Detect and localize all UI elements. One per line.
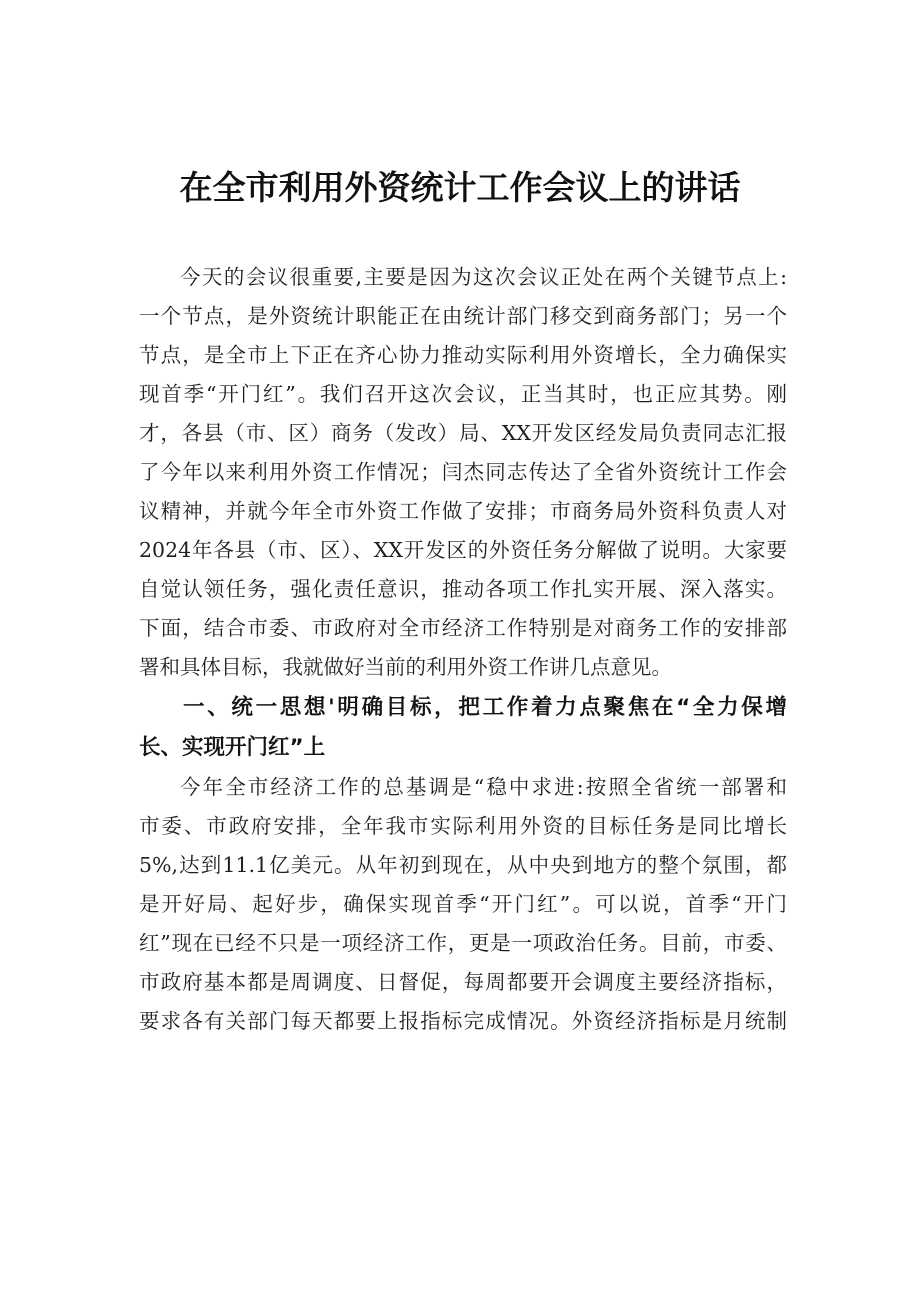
text-line: 议精神，并就今年全市外资工作做了安排；市商务局外资科负责人对: [139, 499, 787, 523]
paragraph-intro: [139, 258, 787, 687]
paragraph-section-1: [139, 768, 787, 1041]
text-line: 现首季“开门红”。我们召开这次会议，正当其时，也正应其势。刚: [139, 382, 787, 406]
text-line: 自觉认领任务，强化责任意识，推动各项工作扎实开展、深入落实。: [139, 577, 787, 601]
text-line: 才，各县（市、区）商务（发改）局、XX开发区经发局负责同志汇报: [139, 421, 787, 445]
text-line: 市委、市政府安排，全年我市实际利用外资的目标任务是同比增长: [139, 814, 787, 838]
heading-line: 长、实现开门红”上: [139, 735, 326, 760]
text-line: 是开好局、起好步，确保实现首季“开门红”。可以说，首季“开门: [139, 892, 787, 916]
text-line: 一个节点，是外资统计职能正在由统计部门移交到商务部门；另一个: [139, 304, 787, 328]
heading-line: 一、统一思想'明确目标，把工作着力点聚焦在“全力保增: [183, 695, 787, 720]
text-line: 署和具体目标，我就做好当前的利用外资工作讲几点意见。: [139, 655, 672, 679]
text-line: 5%,达到11.1亿美元。从年初到现在，从中央到地方的整个氛围，都: [139, 853, 787, 877]
document-body: [139, 258, 787, 1041]
text-line: 红”现在已经不只是一项经济工作，更是一项政治任务。目前，市委、: [139, 931, 787, 955]
text-line: 今天的会议很重要,主要是因为这次会议正处在两个关键节点上:: [180, 265, 787, 289]
text-line: 今年全市经济工作的总基调是“稳中求进:按照全省统一部署和: [180, 775, 787, 799]
text-line: 要求各有关部门每天都要上报指标完成情况。外资经济指标是月统制: [139, 1009, 787, 1033]
section-heading-1: [139, 688, 787, 768]
text-line: 了今年以来利用外资工作情况；闫杰同志传达了全省外资统计工作会: [139, 460, 787, 484]
page-title: 在全市利用外资统计工作会议上的讲话: [179, 168, 741, 207]
text-line: 下面，结合市委、市政府对全市经济工作特别是对商务工作的安排部: [139, 616, 787, 640]
text-line: 2024年各县（市、区）、XX开发区的外资任务分解做了说明。大家要: [139, 538, 787, 562]
text-line: 节点，是全市上下正在齐心协力推动实际利用外资增长，全力确保实: [139, 343, 787, 367]
text-line: 市政府基本都是周调度、日督促，每周都要开会调度主要经济指标，: [139, 970, 787, 994]
